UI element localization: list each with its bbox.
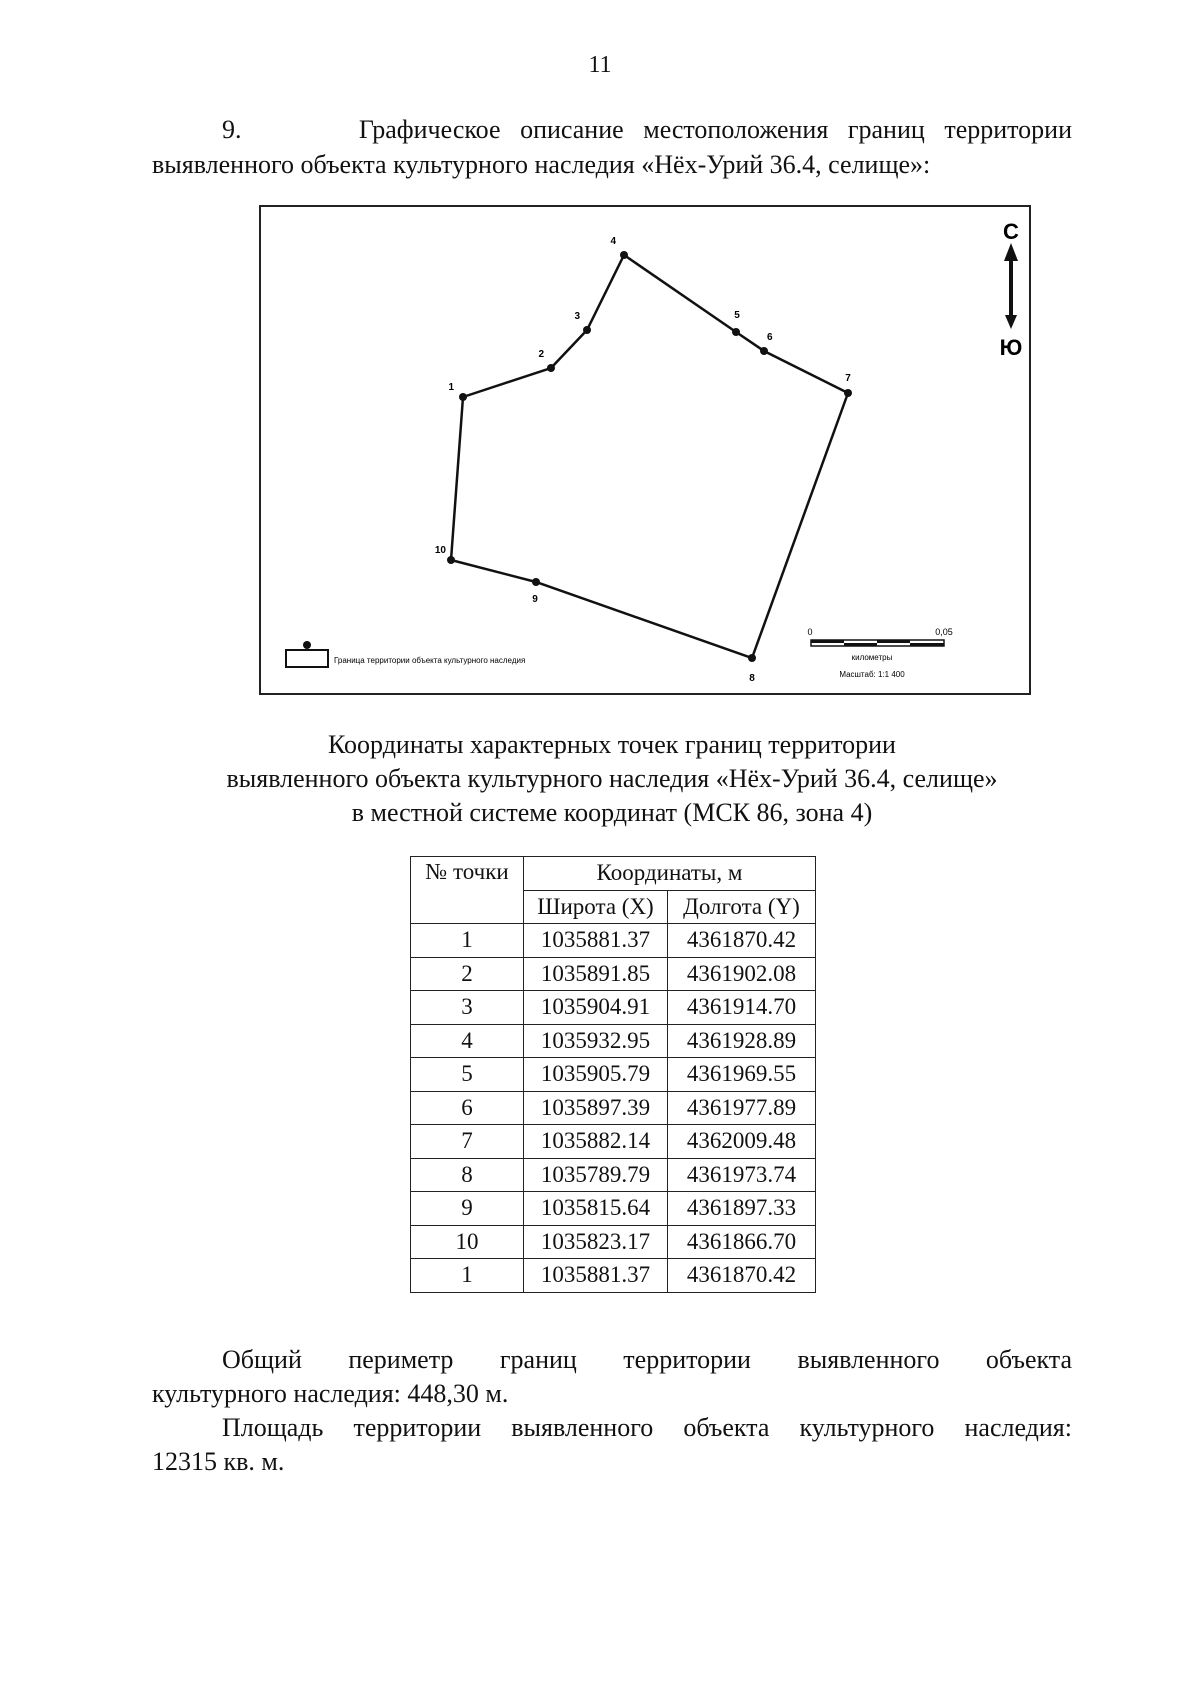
boundary-map-canvas xyxy=(261,207,1029,693)
boundary-point-label: 2 xyxy=(538,349,544,360)
cell-point-number: 8 xyxy=(411,1158,524,1192)
summary xyxy=(152,1343,1072,1479)
boundary-point-label: 10 xyxy=(434,545,446,556)
section-heading-line-1 xyxy=(152,112,1072,147)
boundary-point-marker xyxy=(547,364,555,372)
cell-point-number: 6 xyxy=(411,1091,524,1125)
scale-ratio-label: Масштаб: 1:1 400 xyxy=(839,670,905,679)
cell-latitude: 1035905.79 xyxy=(524,1058,668,1092)
cell-longitude: 4361870.42 xyxy=(668,1259,816,1293)
legend-boundary-symbol xyxy=(286,641,328,667)
boundary-point-label: 1 xyxy=(448,382,454,393)
table-row xyxy=(411,957,816,991)
coordinates-table xyxy=(410,856,816,1293)
boundary-point-label: 6 xyxy=(767,332,773,343)
table-title-line-3: в местной системе координат (МСК 86, зона 4) xyxy=(351,798,873,827)
boundary-point-marker xyxy=(844,389,852,397)
boundary-point-label: 8 xyxy=(749,673,755,684)
table-row xyxy=(411,924,816,958)
section-heading-line-2: выявленного объекта культурного наследия «Нёх-Урий 36.4, селище»: xyxy=(152,150,931,179)
cell-latitude: 1035789.79 xyxy=(524,1158,668,1192)
boundary-point-marker xyxy=(447,556,455,564)
boundary-point-marker xyxy=(620,251,628,259)
cell-latitude: 1035815.64 xyxy=(524,1192,668,1226)
table-row xyxy=(411,1058,816,1092)
scale-start-label: 0 xyxy=(807,627,813,637)
cell-latitude: 1035891.85 xyxy=(524,957,668,991)
compass-north-label: С xyxy=(1003,219,1019,244)
boundary-point-marker xyxy=(459,393,467,401)
cell-point-number: 5 xyxy=(411,1058,524,1092)
cell-latitude: 1035904.91 xyxy=(524,991,668,1025)
north-arrow-icon xyxy=(1004,243,1018,329)
compass-south-label: Ю xyxy=(999,335,1023,360)
boundary-point-label: 9 xyxy=(532,594,538,605)
boundary-point-marker xyxy=(583,326,591,334)
table-row xyxy=(411,1259,816,1293)
cell-longitude: 4361902.08 xyxy=(668,957,816,991)
cell-point-number: 1 xyxy=(411,1259,524,1293)
table-title-line-2: выявленного объекта культурного наследия «Нёх-Урий 36.4, селище» xyxy=(226,764,998,793)
perimeter-line-1: Общий периметр границ территории выявленного объекта xyxy=(222,1345,1072,1374)
header-longitude: Долгота (Y) xyxy=(668,890,816,924)
table-row xyxy=(411,1158,816,1192)
cell-longitude: 4361914.70 xyxy=(668,991,816,1025)
perimeter-line-2: культурного наследия: 448,30 м. xyxy=(152,1379,509,1408)
table-row xyxy=(411,991,816,1025)
cell-longitude: 4361928.89 xyxy=(668,1024,816,1058)
boundary-points xyxy=(435,236,852,684)
cell-longitude: 4361969.55 xyxy=(668,1058,816,1092)
header-point-number: № точки xyxy=(411,857,524,924)
cell-longitude: 4361973.74 xyxy=(668,1158,816,1192)
boundary-point-marker xyxy=(760,347,768,355)
boundary-polygon xyxy=(451,255,848,658)
section-heading-text: Графическое описание местоположения границ территории xyxy=(358,115,1073,144)
cell-latitude: 1035823.17 xyxy=(524,1225,668,1259)
section-heading xyxy=(152,112,1072,182)
cell-latitude: 1035932.95 xyxy=(524,1024,668,1058)
cell-point-number: 7 xyxy=(411,1125,524,1159)
cell-latitude: 1035881.37 xyxy=(524,924,668,958)
table-row xyxy=(411,1225,816,1259)
cell-point-number: 10 xyxy=(411,1225,524,1259)
cell-longitude: 4362009.48 xyxy=(668,1125,816,1159)
boundary-point-marker xyxy=(748,654,756,662)
boundary-point-marker xyxy=(732,328,740,336)
scale-end-label: 0,05 xyxy=(935,627,953,637)
boundary-point-label: 7 xyxy=(845,373,851,384)
boundary-point-label: 5 xyxy=(734,310,740,321)
page-number: 11 xyxy=(588,52,612,78)
table-row xyxy=(411,1091,816,1125)
header-latitude: Широта (X) xyxy=(524,890,668,924)
boundary-point-marker xyxy=(532,578,540,586)
boundary-point-label: 3 xyxy=(574,311,580,322)
table-title-line-1: Координаты характерных точек границ территории xyxy=(328,730,896,759)
cell-longitude: 4361870.42 xyxy=(668,924,816,958)
cell-longitude: 4361866.70 xyxy=(668,1225,816,1259)
table-body xyxy=(411,924,816,1293)
cell-latitude: 1035882.14 xyxy=(524,1125,668,1159)
table-row xyxy=(411,1192,816,1226)
area-line-1: Площадь территории выявленного объекта культурного наследия: xyxy=(222,1413,1072,1442)
cell-point-number: 1 xyxy=(411,924,524,958)
area-line-2: 12315 кв. м. xyxy=(152,1447,285,1476)
table-header-row xyxy=(411,857,816,891)
cell-latitude: 1035897.39 xyxy=(524,1091,668,1125)
legend-label: Граница территории объекта культурного наследия xyxy=(334,656,526,665)
table-row xyxy=(411,1024,816,1058)
cell-longitude: 4361897.33 xyxy=(668,1192,816,1226)
boundary-point-label: 4 xyxy=(610,236,616,247)
cell-longitude: 4361977.89 xyxy=(668,1091,816,1125)
cell-latitude: 1035881.37 xyxy=(524,1259,668,1293)
boundary-map xyxy=(259,205,1031,695)
header-coordinates: Координаты, м xyxy=(524,857,816,891)
cell-point-number: 3 xyxy=(411,991,524,1025)
cell-point-number: 4 xyxy=(411,1024,524,1058)
table-title xyxy=(152,728,1072,830)
cell-point-number: 2 xyxy=(411,957,524,991)
scale-units-label: километры xyxy=(851,653,893,662)
table-row xyxy=(411,1125,816,1159)
scale-bar xyxy=(811,640,944,646)
section-number: 9. xyxy=(222,115,242,144)
cell-point-number: 9 xyxy=(411,1192,524,1226)
